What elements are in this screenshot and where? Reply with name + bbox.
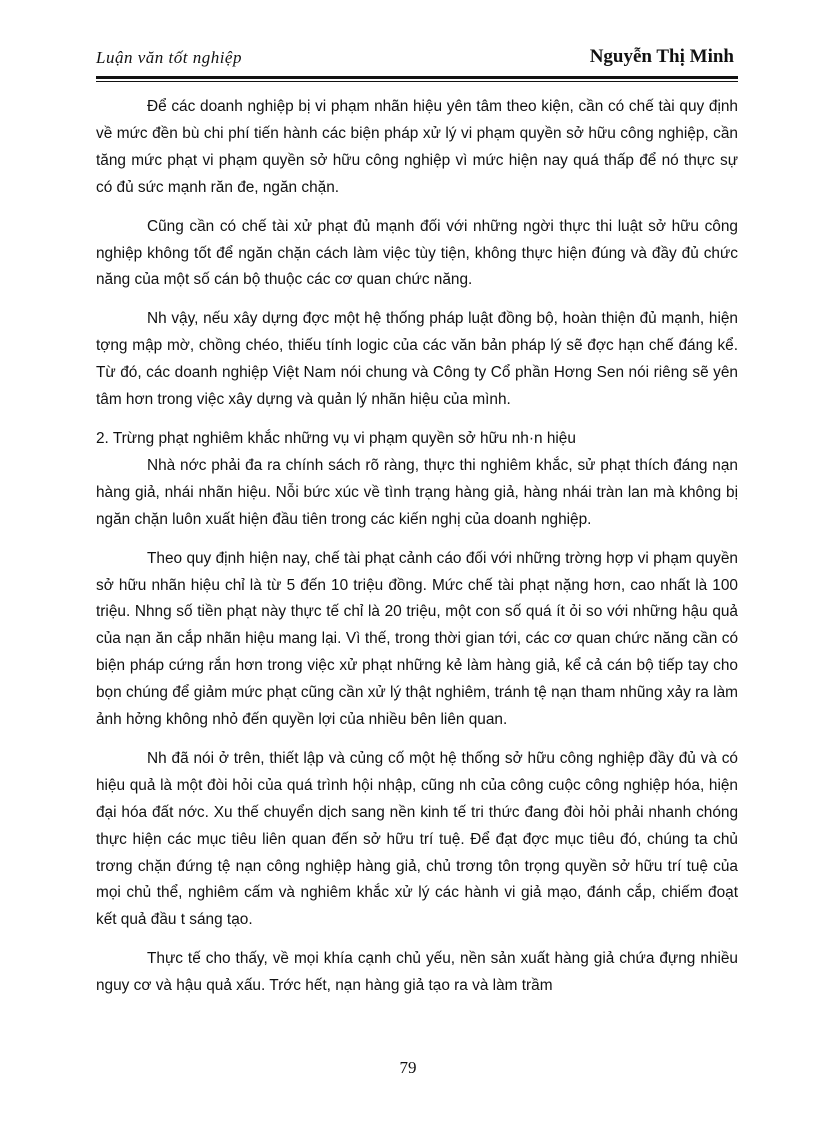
section-paragraph-1: Nhà nớc phải đa ra chính sách rõ ràng, thực thi nghiêm khắc, sử phạt thích đáng nạn hàng giả, nhái nhãn hiệu. Nỗi bức xúc về tình trạng hàng giả, hàng nhái tràn lan mà không bị ngăn chặn luôn xuất hiện đầu tiên trong các kiến nghị của doanh nghiệp. (96, 456, 738, 528)
section-heading: 2. Trừng phạt nghiêm khắc những vụ vi phạm quyền sở hữu nh·n hiệu (96, 429, 576, 447)
document-body (96, 94, 738, 1012)
paragraph-2: Cũng cần có chế tài xử phạt đủ mạnh đối với những ngời thực thi luật sở hữu công nghiệp không tốt để ngăn chặn cách làm việc tùy tiện, không thực hiện đúng và đầy đủ chức năng của một số cán bộ thuộc các cơ quan chức năng. (96, 217, 738, 289)
header-thesis-title: Luận văn tốt nghiệp (96, 48, 242, 67)
page-number: 79 (399, 1058, 417, 1077)
page-header (96, 44, 738, 80)
section-paragraph-2: Theo quy định hiện nay, chế tài phạt cảnh cáo đối với những trờng hợp vi phạm quyền sở hữu nhãn hiệu chỉ là từ 5 đến 10 triệu đồng. Mức chế tài phạt nặng hơn, cao nhất là 100 triệu. Nhng số tiền phạt này thực tế chỉ là 20 triệu, một con số quá ít ỏi so với những hậu quả của nạn ăn cắp nhãn hiệu mang lại. Vì thế, trong thời gian tới, các cơ quan chức năng cần có biện pháp cứng rắn hơn trong việc xử phạt những kẻ làm hàng giả, kể cả cán bộ tiếp tay cho bọn chúng để giảm mức phạt cũng cần xử lý thật nghiêm, tránh tệ nạn tham nhũng xảy ra làm ảnh hởng không nhỏ đến quyền lợi của nhiều bên liên quan. (96, 549, 738, 729)
header-author-name: Nguyễn Thị Minh (589, 46, 734, 67)
paragraph-3: Nh vậy, nếu xây dựng đợc một hệ thống pháp luật đồng bộ, hoàn thiện đủ mạnh, hiện tợng mập mờ, chồng chéo, thiếu tính logic của các văn bản pháp lý sẽ đợc hạn chế đáng kể. Từ đó, các doanh nghiệp Việt Nam nói chung và Công ty Cổ phần Hơng Sen nói riêng sẽ yên tâm hơn trong việc xây dựng và quản lý nhãn hiệu của mình. (96, 310, 738, 409)
section-paragraph-3: Nh đã nói ở trên, thiết lập và củng cố một hệ thống sở hữu công nghiệp đầy đủ và có hiệu quả là một đòi hỏi của quá trình hội nhập, cũng nh của công cuộc công nghiệp hóa, hiện đại hóa đất nớc. Xu thế chuyển dịch sang nền kinh tế tri thức đang đòi hỏi phải nhanh chóng thực hiện các mục tiêu liên quan đến sở hữu trí tuệ. Để đạt đợc mục tiêu đó, chúng ta chủ trơng chặn đứng tệ nạn công nghiệp hàng giả, chủ trơng tôn trọng quyền sở hữu trí tuệ của mọi chủ thể, nghiêm cấm và nghiêm khắc xử lý các hành vi giả mạo, đánh cắp, chiếm đoạt kết quả đầu t sáng tạo. (96, 749, 738, 929)
header-divider (96, 76, 738, 82)
section-paragraph-4: Thực tế cho thấy, về mọi khía cạnh chủ yếu, nền sản xuất hàng giả chứa đựng nhiều nguy cơ và hậu quả xấu. Trớc hết, nạn hàng giả tạo ra và làm trầm (96, 950, 738, 995)
paragraph-1: Để các doanh nghiệp bị vi phạm nhãn hiệu yên tâm theo kiện, cần có chế tài quy định về mức đền bù chi phí tiến hành các biện pháp xử lý vi phạm quyền sở hữu công nghiệp, cần tăng mức phạt vi phạm quyền sở hữu công nghiệp vì mức hiện nay quá thấp để nó thực sự có đủ sức mạnh răn đe, ngăn chặn. (96, 98, 738, 196)
